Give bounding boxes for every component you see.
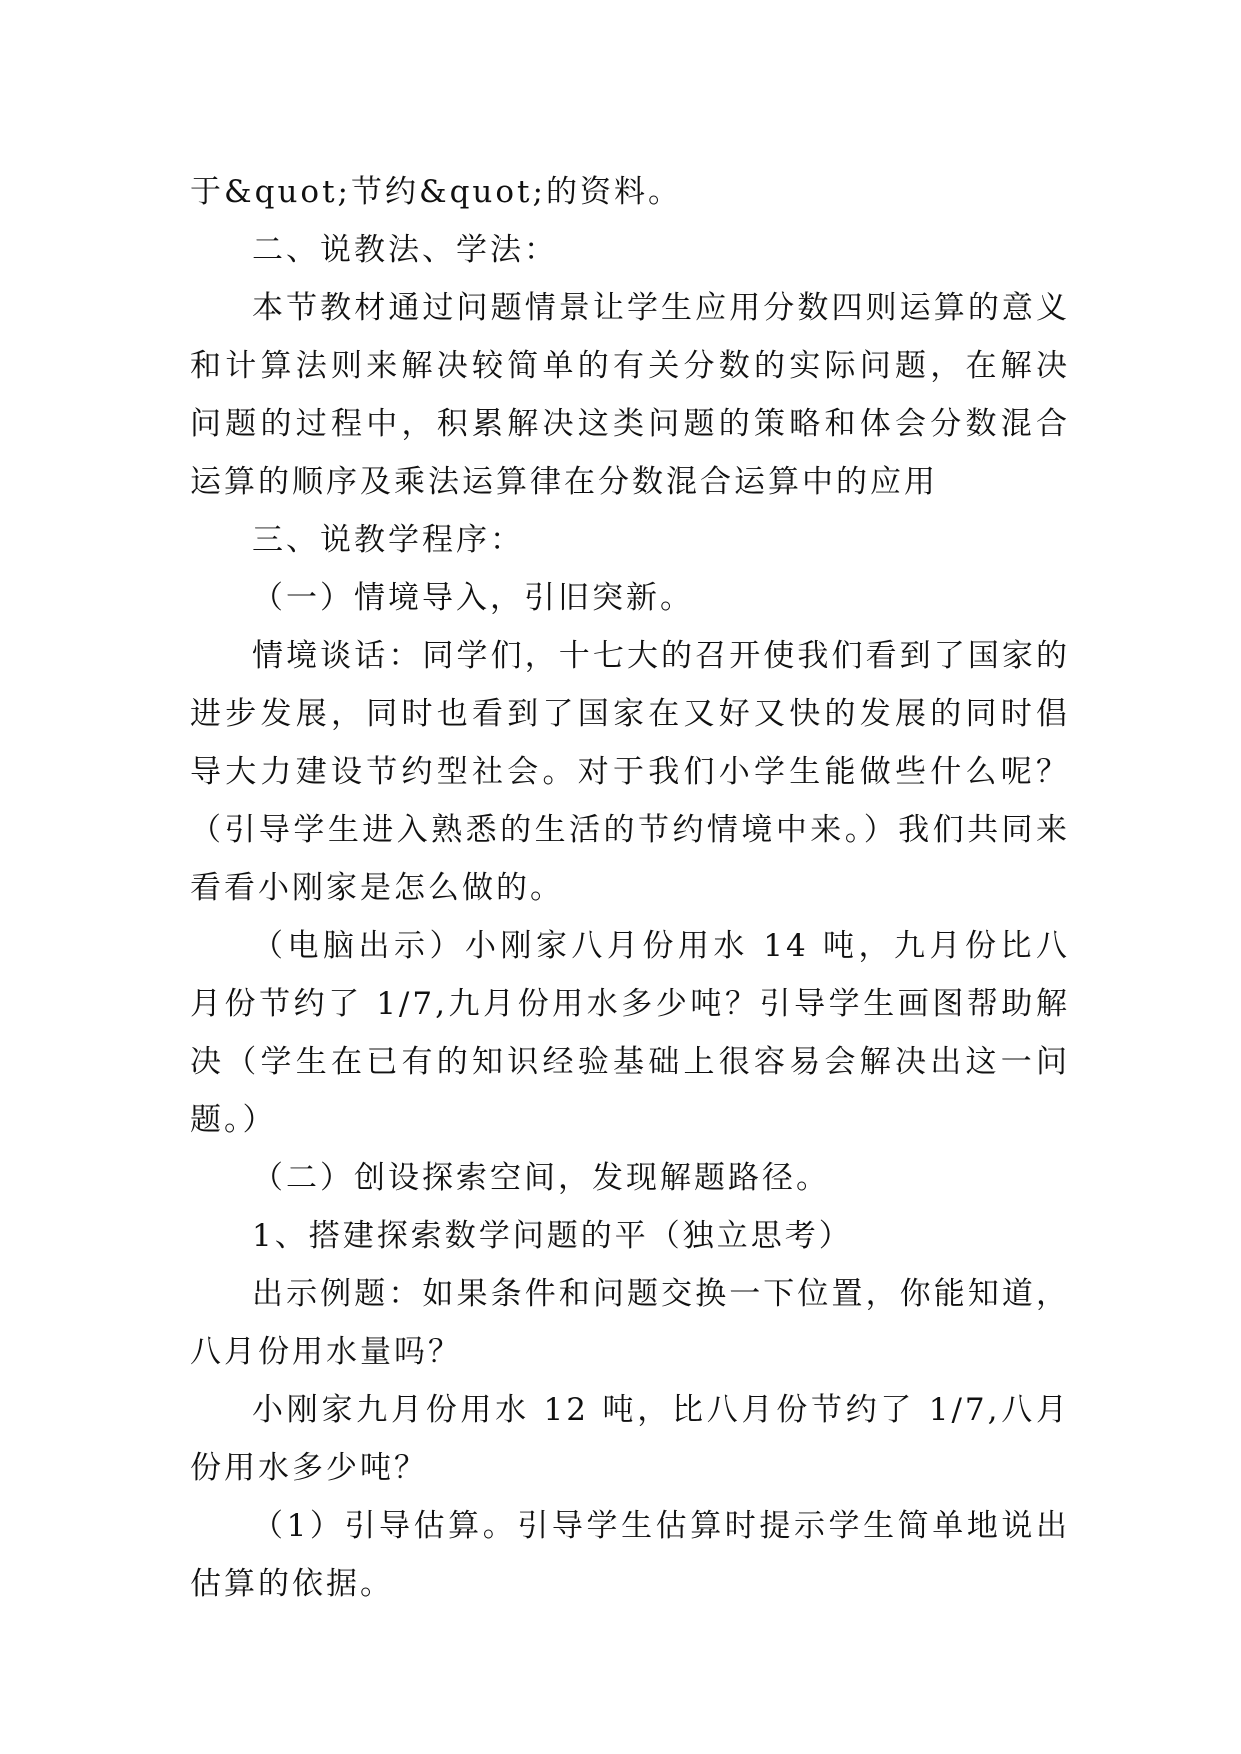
document-body <box>190 163 1070 1613</box>
paragraph-continuation: 于&quot;节约&quot;的资料。 <box>190 174 682 210</box>
paragraph-example-intro: 出示例题：如果条件和问题交换一下位置，你能知道，八月份用水量吗？ <box>190 1276 1070 1370</box>
paragraph-teaching-methods: 本节教材通过问题情景让学生应用分数四则运算的意义和计算法则来解决较简单的有关分数的实际问题，在解决问题的过程中，积累解决这类问题的策略和体会分数混合运算的顺序及乘法运算律在分数混合运算中的应用 <box>190 290 1070 500</box>
subsection-heading-introduction: （一）情境导入，引旧突新。 <box>252 580 694 616</box>
paragraph-example-problem: 小刚家九月份用水 12 吨，比八月份节约了 1/7,八月份用水多少吨？ <box>190 1392 1070 1486</box>
subsection-heading-exploration: （二）创设探索空间，发现解题路径。 <box>252 1160 830 1196</box>
paragraph-situation-talk: 情境谈话：同学们，十七大的召开使我们看到了国家的进步发展，同时也看到了国家在又好又快的发展的同时倡导大力建设节约型社会。对于我们小学生能做些什么呢？（引导学生进入熟悉的生活的节约情境中来。）我们共同来看看小刚家是怎么做的。 <box>190 638 1070 906</box>
paragraph-step-1: 1、搭建探索数学问题的平（独立思考） <box>252 1218 853 1254</box>
paragraph-estimation: （1）引导估算。引导学生估算时提示学生简单地说出估算的依据。 <box>190 1508 1070 1602</box>
section-heading-teaching-methods: 二、说教法、学法： <box>252 232 558 268</box>
section-heading-teaching-procedure: 三、说教学程序： <box>252 522 524 558</box>
paragraph-computer-display: （电脑出示）小刚家八月份用水 14 吨，九月份比八月份节约了 1/7,九月份用水多少吨？引导学生画图帮助解决（学生在已有的知识经验基础上很容易会解决出这一问题。） <box>190 928 1070 1138</box>
